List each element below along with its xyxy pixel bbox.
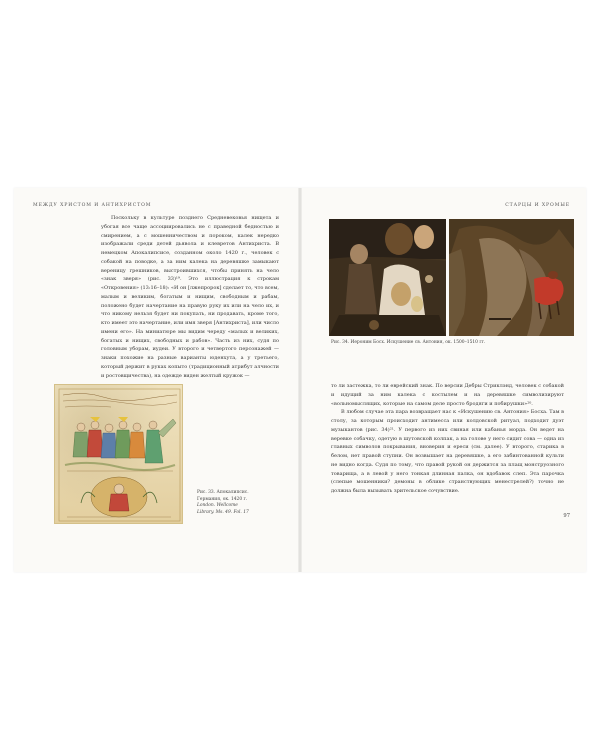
page-number: 97 — [563, 513, 570, 519]
left-page — [14, 188, 300, 572]
left-running-head: МЕЖДУ ХРИСТОМ И АНТИХРИСТОМ — [33, 203, 152, 208]
right-page — [300, 188, 586, 572]
bosch-painting-left-detail — [329, 219, 446, 336]
painting-detail-right — [449, 219, 574, 336]
bosch-painting-right-detail — [449, 219, 574, 336]
apocalypse-miniature-figure — [54, 384, 183, 524]
right-running-head: СТАРЦЫ И ХРОМЫЕ — [505, 203, 570, 208]
book-spread — [14, 188, 586, 572]
right-paragraph-2: В любом случае эта пара возвращает нас к «Искушению св. Антония» Босха. Там в столу, за которым происходит антимесса или колдовской ритуал, подходит дуэт музыкантов (рис. 34)²¹. У первого из них свиная или кабанья морда. Он ведет на веревке собачку, одетую в шутовской колпак, а на голове у него сидит сова — одна из главных символов покрывания, вноверия и ереси (см. далее). У второго, старика в белом, нет правой ступни. Он возвышает на деревяшке, а его забинтованной культи не видно когда. Судя по тому, что правой рукой он держится за плащ монструозного товарища, а в левой у него тонкая длинная палка, он вдобавок слеп. Эта парочка (слепые мошенники? демоны в облике странствующих менестрелей?) точно не должна была вызывать зрительское сочувствие. — [331, 409, 564, 494]
right-paragraph-1: то ли застежка, то ли еврейский знак. По версии Дебры Стриклэнд, человек с собакой и идущий за ним калека с костылем и на деревяшке символизируют «вольномыслящих, которые на самом деле просто бродяги и побирушки»²⁰. — [331, 383, 564, 407]
left-paragraph: Поскольку в культуре позднего Средневековья нищета и убогая все чаще ассоциировались не с праведной бедностью и смирением, а с мошенничеством и пороком, калек нередко изображали среди детей дьявола и клевретов Антихриста. В немецком Апокалипсисе, созданном около 1420 г., человек с собакой на поводке, а за ним калека на деревяшке замыкают вереницу грешников, выстроившихся, чтобы принять на чело «знак зверя» (рис. 33)¹⁹. Это иллюстрация к строкам «Откровения» (13:16–18): «И он [лжепророк] сделает то, что всем, малым и великим, богатым и нищим, свободным и рабам, положено будет начертание на правую руку их или на чело их, и что никому нельзя будет ни покупать, ни продавать, кроме того, кто имеет это начертание, или имя зверя [Антихриста], или число имени его». На миниатюре мы видим череду «малых и великих, богатых и нищих, свободных и рабов». Часть из них, судя по головным уборам, иудеи. У второго и четвертого персонажей — знаки похожие на разные варианты юденхута, а у третьего, который держит в руках копыто (традиционный атрибут алчности и ростовщичества), на одежде виден желтый кружок — — [101, 215, 279, 379]
caption-source: London. Wellcome Library. Ms. 49. Fol. 17 — [197, 503, 249, 515]
right-figure-caption: Рис. 34. Иероним Босх. Искушение св. Антония, ок. 1500–1510 гг. — [331, 340, 486, 345]
left-figure-caption — [197, 490, 255, 516]
caption-prefix: Рис. 33. Апокалипсис. Германия, ок. 1420 г. — [197, 490, 249, 502]
miniature-illustration — [55, 385, 183, 524]
left-body-text — [101, 214, 279, 380]
right-body-text — [331, 382, 564, 496]
painting-detail-left — [329, 219, 446, 336]
